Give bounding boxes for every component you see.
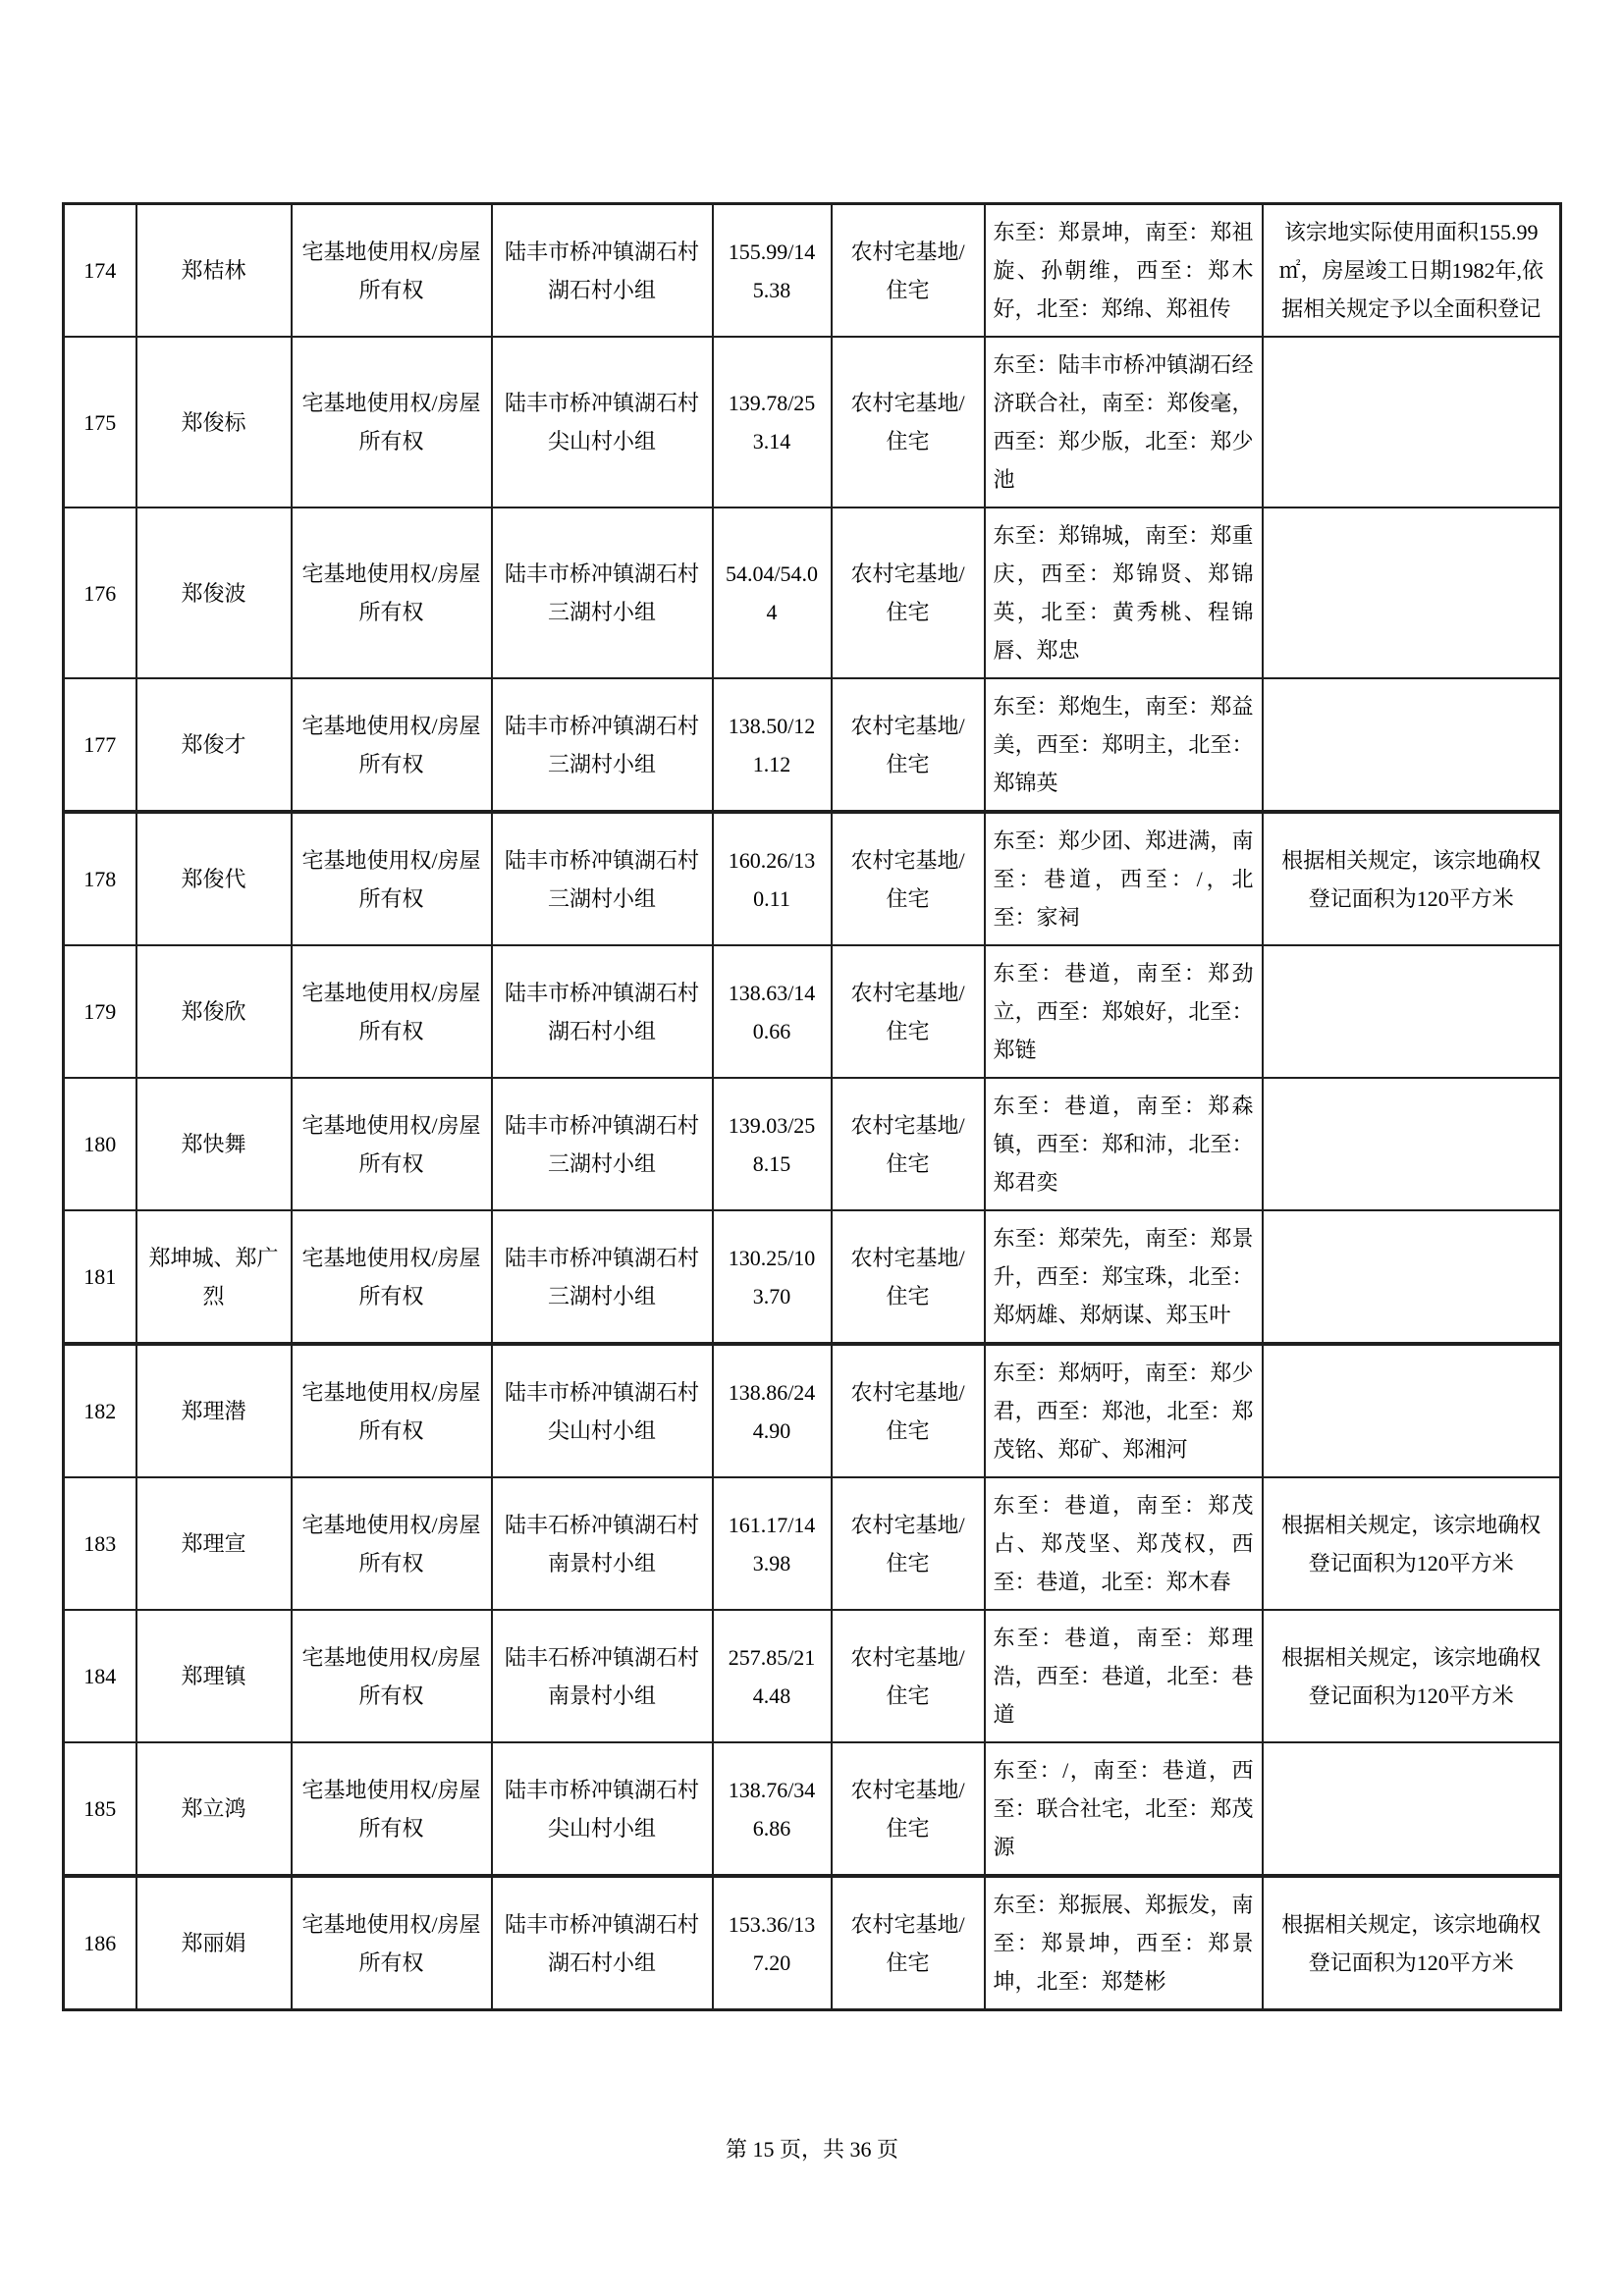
cell-note: 根据相关规定，该宗地确权登记面积为120平方米 [1263, 1610, 1561, 1742]
cell-location: 陆丰市桥冲镇湖石村三湖村小组 [492, 1210, 713, 1344]
table-row [64, 1477, 1561, 1610]
cell-location: 陆丰石桥冲镇湖石村南景村小组 [492, 1610, 713, 1742]
cell-area: 54.04/54.04 [713, 507, 832, 678]
cell-note: 根据相关规定，该宗地确权登记面积为120平方米 [1263, 1876, 1561, 2010]
cell-note [1263, 1078, 1561, 1210]
cell-land-use: 农村宅基地/住宅 [832, 1610, 985, 1742]
cell-note [1263, 507, 1561, 678]
table-row [64, 1344, 1561, 1477]
cell-owner-name: 郑理潜 [136, 1344, 292, 1477]
cell-right-type: 宅基地使用权/房屋所有权 [292, 812, 492, 945]
table-row [64, 1210, 1561, 1344]
cell-area: 160.26/130.11 [713, 812, 832, 945]
cell-right-type: 宅基地使用权/房屋所有权 [292, 337, 492, 507]
table-row [64, 812, 1561, 945]
cell-land-use: 农村宅基地/住宅 [832, 1477, 985, 1610]
cell-right-type: 宅基地使用权/房屋所有权 [292, 1210, 492, 1344]
cell-boundaries: 东至：巷道，南至：郑理浩，西至：巷道，北至：巷道 [985, 1610, 1263, 1742]
cell-right-type: 宅基地使用权/房屋所有权 [292, 1477, 492, 1610]
cell-row-number: 175 [64, 337, 136, 507]
cell-note [1263, 1210, 1561, 1344]
cell-land-use: 农村宅基地/住宅 [832, 1210, 985, 1344]
cell-note [1263, 1344, 1561, 1477]
cell-row-number: 183 [64, 1477, 136, 1610]
cell-land-use: 农村宅基地/住宅 [832, 1344, 985, 1477]
cell-location: 陆丰市桥冲镇湖石村三湖村小组 [492, 507, 713, 678]
cell-note [1263, 678, 1561, 812]
cell-owner-name: 郑俊波 [136, 507, 292, 678]
cell-land-use: 农村宅基地/住宅 [832, 1742, 985, 1876]
cell-owner-name: 郑理宣 [136, 1477, 292, 1610]
cell-location: 陆丰市桥冲镇湖石村尖山村小组 [492, 1344, 713, 1477]
cell-right-type: 宅基地使用权/房屋所有权 [292, 204, 492, 338]
cell-land-use: 农村宅基地/住宅 [832, 678, 985, 812]
cell-area: 138.86/244.90 [713, 1344, 832, 1477]
cell-owner-name: 郑桔林 [136, 204, 292, 338]
cell-right-type: 宅基地使用权/房屋所有权 [292, 1078, 492, 1210]
cell-owner-name: 郑立鸿 [136, 1742, 292, 1876]
cell-right-type: 宅基地使用权/房屋所有权 [292, 1344, 492, 1477]
cell-location: 陆丰市桥冲镇湖石村尖山村小组 [492, 1742, 713, 1876]
cell-boundaries: 东至：巷道，南至：郑劲立，西至：郑娘好，北至：郑链 [985, 945, 1263, 1078]
cell-area: 130.25/103.70 [713, 1210, 832, 1344]
cell-row-number: 178 [64, 812, 136, 945]
cell-right-type: 宅基地使用权/房屋所有权 [292, 678, 492, 812]
cell-location: 陆丰市桥冲镇湖石村三湖村小组 [492, 812, 713, 945]
cell-boundaries: 东至：郑锦城，南至：郑重庆，西至：郑锦贤、郑锦英，北至：黄秀桃、程锦唇、郑忠 [985, 507, 1263, 678]
table-row [64, 678, 1561, 812]
cell-boundaries: 东至：郑少团、郑进满，南至：巷道，西至：/，北至：家祠 [985, 812, 1263, 945]
cell-right-type: 宅基地使用权/房屋所有权 [292, 1610, 492, 1742]
cell-land-use: 农村宅基地/住宅 [832, 337, 985, 507]
cell-boundaries: 东至：巷道，南至：郑茂占、郑茂坚、郑茂权，西至：巷道，北至：郑木春 [985, 1477, 1263, 1610]
cell-location: 陆丰市桥冲镇湖石村三湖村小组 [492, 678, 713, 812]
cell-area: 138.50/121.12 [713, 678, 832, 812]
cell-boundaries: 东至：/，南至：巷道，西至：联合社宅，北至：郑茂源 [985, 1742, 1263, 1876]
cell-note: 根据相关规定，该宗地确权登记面积为120平方米 [1263, 1477, 1561, 1610]
cell-row-number: 176 [64, 507, 136, 678]
cell-location: 陆丰市桥冲镇湖石村湖石村小组 [492, 1876, 713, 2010]
table-body [64, 204, 1561, 2010]
cell-land-use: 农村宅基地/住宅 [832, 507, 985, 678]
cell-location: 陆丰市桥冲镇湖石村尖山村小组 [492, 337, 713, 507]
cell-owner-name: 郑快舞 [136, 1078, 292, 1210]
cell-owner-name: 郑俊才 [136, 678, 292, 812]
cell-boundaries: 东至：郑振展、郑振发，南至：郑景坤，西至：郑景坤，北至：郑楚彬 [985, 1876, 1263, 2010]
cell-land-use: 农村宅基地/住宅 [832, 204, 985, 338]
cell-area: 138.76/346.86 [713, 1742, 832, 1876]
cell-boundaries: 东至：郑荣先，南至：郑景升，西至：郑宝珠，北至：郑炳雄、郑炳谋、郑玉叶 [985, 1210, 1263, 1344]
land-registration-table [62, 202, 1562, 2011]
cell-right-type: 宅基地使用权/房屋所有权 [292, 507, 492, 678]
cell-land-use: 农村宅基地/住宅 [832, 945, 985, 1078]
table-row [64, 204, 1561, 338]
cell-owner-name: 郑坤城、郑广烈 [136, 1210, 292, 1344]
page-footer: 第 15 页，共 36 页 [725, 2137, 898, 2162]
cell-row-number: 184 [64, 1610, 136, 1742]
cell-right-type: 宅基地使用权/房屋所有权 [292, 1876, 492, 2010]
cell-owner-name: 郑俊代 [136, 812, 292, 945]
cell-area: 155.99/145.38 [713, 204, 832, 338]
cell-note [1263, 1742, 1561, 1876]
cell-area: 138.63/140.66 [713, 945, 832, 1078]
cell-area: 139.03/258.15 [713, 1078, 832, 1210]
cell-boundaries: 东至：陆丰市桥冲镇湖石经济联合社，南至：郑俊毫，西至：郑少版，北至：郑少池 [985, 337, 1263, 507]
table-row [64, 945, 1561, 1078]
cell-boundaries: 东至：巷道，南至：郑森镇，西至：郑和沛，北至：郑君奕 [985, 1078, 1263, 1210]
cell-boundaries: 东至：郑炮生，南至：郑益美，西至：郑明主，北至：郑锦英 [985, 678, 1263, 812]
cell-row-number: 186 [64, 1876, 136, 2010]
table-row [64, 1610, 1561, 1742]
cell-boundaries: 东至：郑炳吁，南至：郑少君，西至：郑池，北至：郑茂铭、郑矿、郑湘河 [985, 1344, 1263, 1477]
cell-note: 根据相关规定，该宗地确权登记面积为120平方米 [1263, 812, 1561, 945]
cell-note [1263, 337, 1561, 507]
cell-boundaries: 东至：郑景坤，南至：郑祖旋、孙朝维，西至：郑木好，北至：郑绵、郑祖传 [985, 204, 1263, 338]
cell-area: 139.78/253.14 [713, 337, 832, 507]
cell-row-number: 182 [64, 1344, 136, 1477]
cell-owner-name: 郑丽娟 [136, 1876, 292, 2010]
table-row [64, 507, 1561, 678]
cell-owner-name: 郑理镇 [136, 1610, 292, 1742]
cell-right-type: 宅基地使用权/房屋所有权 [292, 945, 492, 1078]
table-row [64, 337, 1561, 507]
cell-note: 该宗地实际使用面积155.99㎡，房屋竣工日期1982年,依据相关规定予以全面积登记 [1263, 204, 1561, 338]
cell-land-use: 农村宅基地/住宅 [832, 1078, 985, 1210]
cell-owner-name: 郑俊欣 [136, 945, 292, 1078]
cell-note [1263, 945, 1561, 1078]
cell-area: 153.36/137.20 [713, 1876, 832, 2010]
cell-location: 陆丰市桥冲镇湖石村湖石村小组 [492, 204, 713, 338]
cell-land-use: 农村宅基地/住宅 [832, 1876, 985, 2010]
cell-area: 161.17/143.98 [713, 1477, 832, 1610]
cell-row-number: 185 [64, 1742, 136, 1876]
cell-right-type: 宅基地使用权/房屋所有权 [292, 1742, 492, 1876]
cell-land-use: 农村宅基地/住宅 [832, 812, 985, 945]
cell-row-number: 181 [64, 1210, 136, 1344]
cell-location: 陆丰市桥冲镇湖石村三湖村小组 [492, 1078, 713, 1210]
table-row [64, 1742, 1561, 1876]
cell-row-number: 174 [64, 204, 136, 338]
cell-owner-name: 郑俊标 [136, 337, 292, 507]
cell-area: 257.85/214.48 [713, 1610, 832, 1742]
cell-location: 陆丰市桥冲镇湖石村湖石村小组 [492, 945, 713, 1078]
cell-row-number: 180 [64, 1078, 136, 1210]
table-row [64, 1078, 1561, 1210]
table-row [64, 1876, 1561, 2010]
cell-row-number: 177 [64, 678, 136, 812]
cell-row-number: 179 [64, 945, 136, 1078]
cell-location: 陆丰石桥冲镇湖石村南景村小组 [492, 1477, 713, 1610]
